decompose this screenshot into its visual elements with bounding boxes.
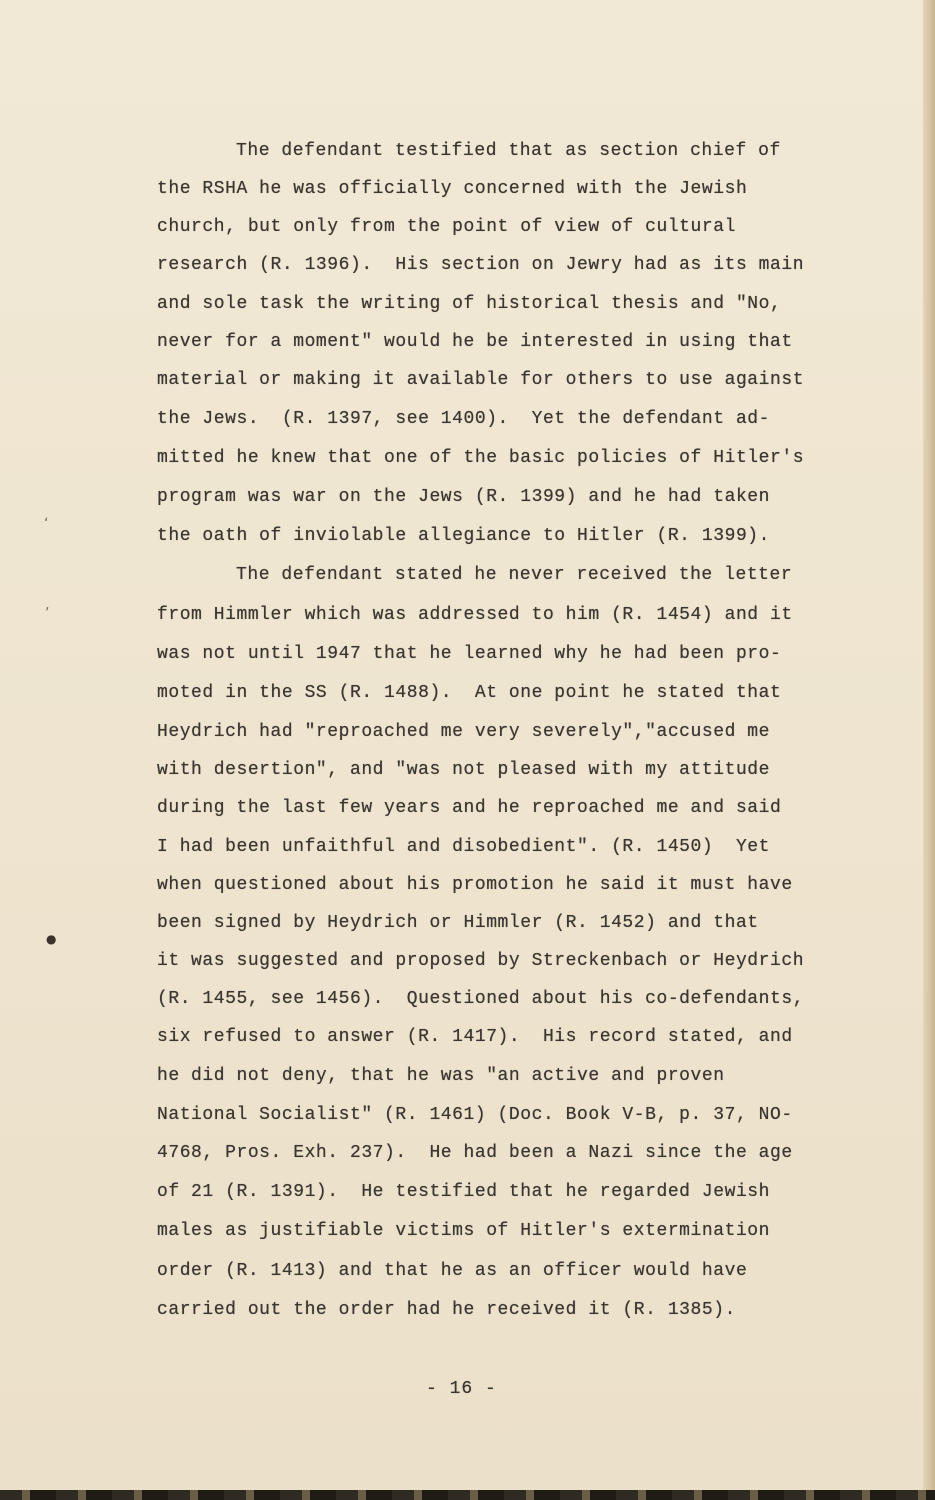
text-line: program was war on the Jews (R. 1399) and he had taken — [157, 487, 770, 507]
text-line: was not until 1947 that he learned why he had been pro- — [157, 644, 782, 664]
margin-speck: ‘ — [44, 516, 49, 532]
text-line: mitted he knew that one of the basic policies of Hitler's — [157, 448, 805, 468]
text-line: moted in the SS (R. 1488). At one point he stated that — [157, 683, 782, 703]
text-line: the oath of inviolable allegiance to Hitler (R. 1399). — [157, 526, 770, 546]
text-line: he did not deny, that he was "an active and proven — [157, 1066, 725, 1086]
margin-speck: ‚ — [45, 597, 50, 613]
text-line: with desertion", and "was not pleased with my attitude — [157, 760, 770, 780]
text-line: never for a moment" would he be interested in using that — [157, 332, 793, 352]
text-line: when questioned about his promotion he said it must have — [157, 875, 793, 895]
text-line: 4768, Pros. Exh. 237). He had been a Nazi since the age — [157, 1143, 793, 1163]
text-line: six refused to answer (R. 1417). His record stated, and — [157, 1027, 793, 1047]
text-line: and sole task the writing of historical thesis and "No, — [157, 294, 782, 314]
text-line: material or making it available for others to use against — [157, 370, 805, 390]
page-bottom-edge — [0, 1490, 935, 1500]
text-line: it was suggested and proposed by Streckenbach or Heydrich — [157, 951, 805, 971]
text-line: Heydrich had "reproached me very severely","accused me — [157, 722, 770, 742]
margin-speck: ● — [46, 932, 57, 946]
text-line: (R. 1455, see 1456). Questioned about his co-defendants, — [157, 989, 805, 1009]
text-line: the RSHA he was officially concerned with the Jewish — [157, 179, 748, 199]
text-line: National Socialist" (R. 1461) (Doc. Book V-B, p. 37, NO- — [157, 1105, 793, 1125]
text-line: from Himmler which was addressed to him (R. 1454) and it — [157, 605, 793, 625]
text-line: The defendant testified that as section chief of — [236, 141, 781, 161]
text-line: church, but only from the point of view of cultural — [157, 217, 736, 237]
text-line: the Jews. (R. 1397, see 1400). Yet the defendant ad- — [157, 409, 770, 429]
text-line: during the last few years and he reproached me and said — [157, 798, 782, 818]
text-line: order (R. 1413) and that he as an officer would have — [157, 1261, 748, 1281]
page-edge-shadow — [923, 0, 935, 1500]
text-line: The defendant stated he never received the letter — [236, 565, 793, 585]
page-number: - 16 - — [426, 1379, 497, 1399]
text-line: males as justifiable victims of Hitler's extermination — [157, 1221, 770, 1241]
text-line: research (R. 1396). His section on Jewry had as its main — [157, 255, 805, 275]
text-line: been signed by Heydrich or Himmler (R. 1452) and that — [157, 913, 759, 933]
text-line: carried out the order had he received it (R. 1385). — [157, 1300, 736, 1320]
text-line: I had been unfaithful and disobedient". (R. 1450) Yet — [157, 837, 770, 857]
text-line: of 21 (R. 1391). He testified that he regarded Jewish — [157, 1182, 770, 1202]
